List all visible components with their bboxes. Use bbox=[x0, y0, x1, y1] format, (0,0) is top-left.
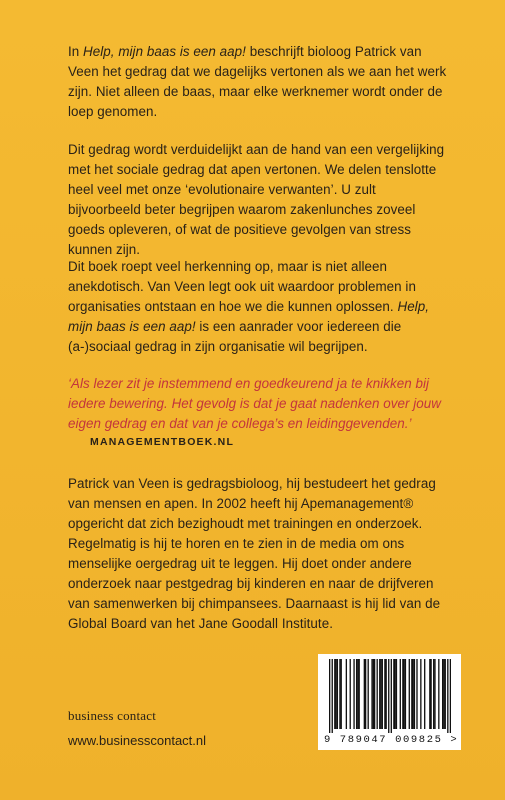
barcode-bar bbox=[346, 659, 347, 729]
barcode-bar bbox=[382, 659, 383, 729]
barcode-bar bbox=[332, 659, 333, 733]
barcode-bar bbox=[416, 659, 417, 729]
quote-source: MANAGEMENTBOEK.NL bbox=[90, 436, 235, 448]
barcode-bar bbox=[364, 659, 365, 729]
barcode-bar bbox=[359, 659, 360, 729]
barcode-bar bbox=[374, 659, 375, 729]
barcode-bar bbox=[400, 659, 401, 729]
barcode-bar bbox=[371, 659, 372, 729]
barcode-bar bbox=[403, 659, 404, 729]
barcode-bar bbox=[402, 659, 403, 729]
barcode-bar bbox=[335, 659, 336, 729]
barcode-bar bbox=[365, 659, 366, 729]
barcode-bar bbox=[450, 659, 451, 733]
intro-body: beschrijft bioloog Patrick van Veen het gedrag dat we dagelijks vertonen als we aan het werk zijn. Niet alleen de baas, maar elke werknemer wordt onder de loep genomen. bbox=[68, 44, 447, 119]
intro-lead: In bbox=[68, 44, 84, 59]
barcode-bar bbox=[379, 659, 380, 729]
barcode-bar bbox=[438, 659, 439, 729]
barcode-bar bbox=[394, 659, 395, 729]
barcode-bar bbox=[433, 659, 434, 729]
barcode-bar bbox=[334, 659, 335, 729]
barcode-bar bbox=[396, 659, 397, 729]
barcode-bar bbox=[341, 659, 342, 729]
recognition-lead: Dit boek roept veel herkenning op, maar is niet alleen anekdotisch. Van Veen legt ook uit waardoor problemen in organisaties ontstaan en hoe we die kunnen oplossen. bbox=[68, 259, 416, 314]
barcode-bar bbox=[350, 659, 351, 729]
barcode-bar bbox=[411, 659, 412, 729]
barcode-bar bbox=[393, 659, 394, 729]
barcode-bar bbox=[429, 659, 430, 729]
barcode-bar bbox=[356, 659, 357, 729]
barcode-bar bbox=[373, 659, 374, 729]
review-quote: ‘Als lezer zit je instemmend en goedkeurend ja te knikken bij iedere bewering. Het gevolg is dat je gaat nadenken over jouw eigen gedrag en dat van je collega’s en leidinggevenden.’ bbox=[68, 376, 442, 431]
barcode-icon bbox=[329, 659, 451, 733]
barcode-box bbox=[318, 654, 461, 750]
barcode-bar bbox=[447, 659, 448, 733]
barcode-number: 9 789047 009825 > bbox=[324, 734, 459, 746]
barcode-bar bbox=[337, 659, 338, 729]
publisher-website: www.businesscontact.nl bbox=[68, 733, 207, 748]
barcode-bar bbox=[442, 659, 443, 729]
barcode-bar bbox=[384, 659, 385, 729]
barcode-bar bbox=[388, 659, 389, 733]
book-title-italic: Help, mijn baas is een aap! bbox=[83, 44, 246, 59]
recognition-body: is een aanrader voor iedereen die (a-)sociaal gedrag in zijn organisatie wil begrijpen. bbox=[68, 319, 402, 354]
recognition-paragraph bbox=[68, 257, 452, 357]
comparison-paragraph: Dit gedrag wordt verduidelijkt aan de hand van een vergelijking met het sociale gedrag dat apen vertonen. We delen tenslotte heel veel met onze ‘evolutionaire verwanten’. U zult bijvoorbeeld beter begrijpen waarom zakenlunches zoveel goeds opleveren, of wat de positieve gevolgen van stress kunnen zijn. bbox=[68, 142, 445, 257]
barcode-bar bbox=[424, 659, 425, 729]
publisher-name: business contact bbox=[68, 708, 157, 723]
barcode-bar bbox=[445, 659, 446, 729]
barcode-bar bbox=[414, 659, 415, 729]
intro-paragraph bbox=[68, 42, 452, 122]
barcode-bar bbox=[339, 659, 340, 729]
barcode-bar bbox=[409, 659, 410, 729]
barcode-bar bbox=[377, 659, 378, 729]
barcode-bar bbox=[405, 659, 406, 729]
barcode-bar bbox=[357, 659, 358, 729]
barcode-bar bbox=[386, 659, 387, 729]
book-title-italic: Help, mijn baas is een aap! bbox=[68, 299, 429, 334]
barcode-bar bbox=[430, 659, 431, 729]
barcode-bar bbox=[329, 659, 330, 733]
barcode-bar bbox=[368, 659, 369, 729]
barcode-bar bbox=[412, 659, 413, 729]
barcode-bar bbox=[420, 659, 421, 729]
barcode-bar bbox=[434, 659, 435, 729]
author-bio: Patrick van Veen is gedragsbioloog, hij bestudeert het gedrag van mensen en apen. In 2002 heeft hij Apemanagement® opgericht dat zich bezighoudt met trainingen en onderzoek. Regelmatig is hij te horen en te zien in de media om ons menselijke oergedrag uit te leggen. Hij doet onder andere onderzoek naar pestgedrag bij kinderen en naar de drijfveren van samenwerken bij chimpansees. Daarnaast is hij lid van de Global Board van het Jane Goodall Institute. bbox=[68, 476, 441, 631]
barcode-bar bbox=[443, 659, 444, 729]
barcode-bar bbox=[353, 659, 354, 729]
barcode-bar bbox=[391, 659, 392, 733]
barcode-bar bbox=[380, 659, 381, 729]
